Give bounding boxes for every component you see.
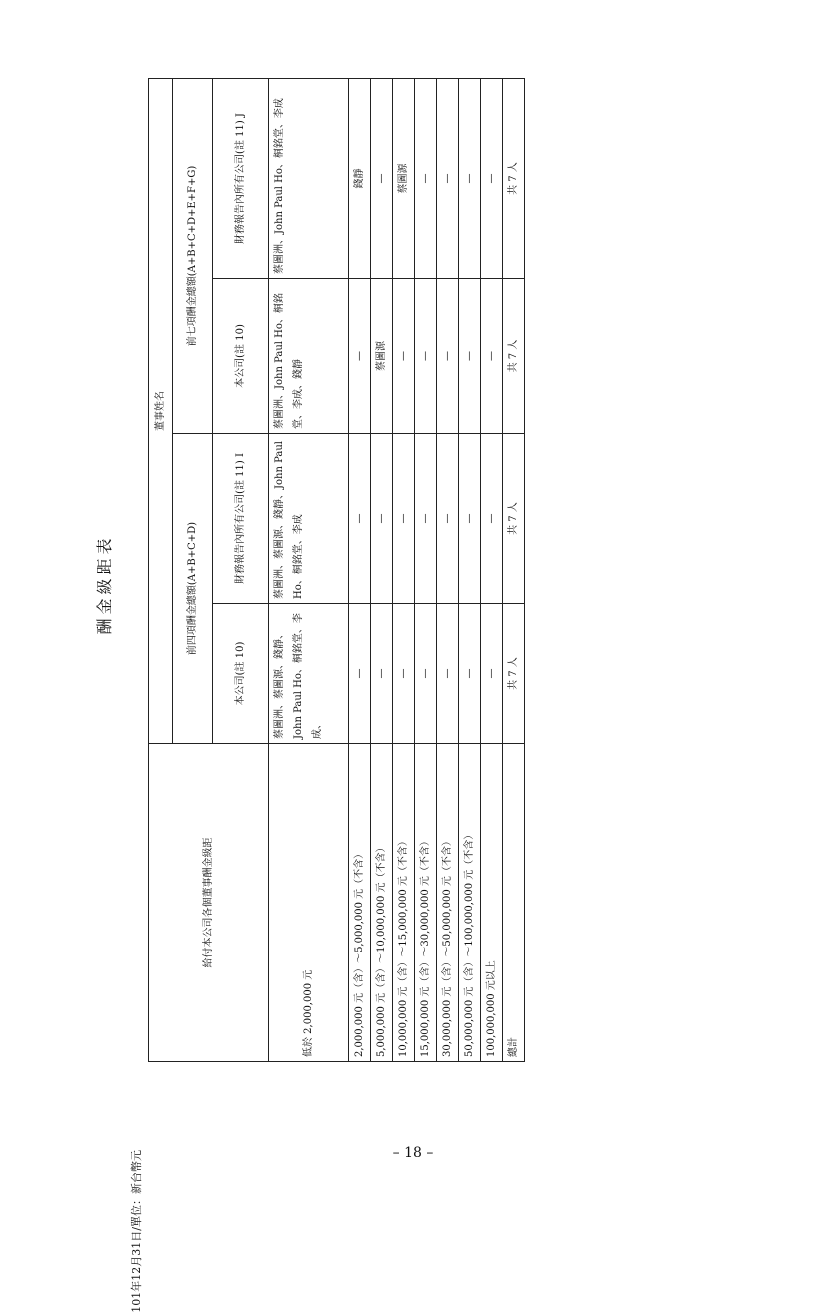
names-cell: 蔡圖洲、蔡圖源、錢靜、John Paul Ho、桐銘堂、李成 xyxy=(269,434,349,604)
range-cell: 30,000,000 元（含）～50,000,000 元（不含） xyxy=(437,744,459,1062)
header-director-names: 董事姓名 xyxy=(149,79,173,744)
page-title: 酬金級距表 xyxy=(95,534,114,635)
value-cell: — xyxy=(481,279,503,434)
range-cell: 50,000,000 元（含）～100,000,000 元（不含） xyxy=(459,744,481,1062)
value-cell: — xyxy=(415,434,437,604)
value-cell: 蔡圖源 xyxy=(371,279,393,434)
value-cell: — xyxy=(371,79,393,279)
page-number: – 18 – xyxy=(392,1145,434,1161)
table-row xyxy=(459,79,481,1062)
names-cell: 蔡圖洲、John Paul Ho、桐銘堂、李成、錢靜 xyxy=(269,279,349,434)
value-cell: — xyxy=(437,79,459,279)
value-cell: 錢靜 xyxy=(349,79,371,279)
remuneration-range-table xyxy=(148,78,525,1062)
range-cell: 10,000,000 元（含）～15,000,000 元（不含） xyxy=(393,744,415,1062)
value-cell: — xyxy=(437,434,459,604)
unit-note: 101年12月31日/單位：新台幣元 xyxy=(130,1150,143,1313)
col-company-four: 本公司(註 10) xyxy=(213,604,269,744)
value-cell: — xyxy=(349,434,371,604)
total-cell: 共 7 人 xyxy=(503,604,525,744)
table-row xyxy=(349,79,371,1062)
col-company-seven: 本公司(註 10) xyxy=(213,279,269,434)
value-cell: — xyxy=(415,604,437,744)
group-seven-header: 前七項酬金總額(A+B+C+D+E+F+G) xyxy=(173,79,213,434)
table-row-total xyxy=(503,79,525,1062)
value-cell: — xyxy=(415,279,437,434)
range-cell: 15,000,000 元（含）～30,000,000 元（不含） xyxy=(415,744,437,1062)
value-cell: — xyxy=(393,279,415,434)
table-row xyxy=(437,79,459,1062)
table-row xyxy=(393,79,415,1062)
names-cell: 蔡圖洲、John Paul Ho、桐銘堂、李成 xyxy=(269,79,349,279)
value-cell: — xyxy=(349,279,371,434)
range-cell: 總計 xyxy=(503,744,525,1062)
table-row xyxy=(371,79,393,1062)
range-cell: 100,000,000 元以上 xyxy=(481,744,503,1062)
value-cell: — xyxy=(481,434,503,604)
names-cell: 蔡圖洲、蔡圖源、錢靜、John Paul Ho、桐銘堂、李成、 xyxy=(269,604,349,744)
table-row xyxy=(415,79,437,1062)
table-row xyxy=(481,79,503,1062)
value-cell: — xyxy=(415,79,437,279)
range-cell: 5,000,000 元（含）～10,000,000 元（不含） xyxy=(371,744,393,1062)
value-cell: — xyxy=(459,434,481,604)
value-cell: 蔡圖源 xyxy=(393,79,415,279)
total-cell: 共 7 人 xyxy=(503,79,525,279)
group-four-header: 前四項酬金總額(A+B+C+D) xyxy=(173,434,213,744)
value-cell: — xyxy=(393,434,415,604)
value-cell: — xyxy=(371,604,393,744)
value-cell: — xyxy=(481,604,503,744)
value-cell: — xyxy=(481,79,503,279)
value-cell: — xyxy=(349,604,371,744)
value-cell: — xyxy=(459,79,481,279)
value-cell: — xyxy=(459,279,481,434)
table-row xyxy=(269,79,349,1062)
range-cell: 2,000,000 元（含）～5,000,000 元（不含） xyxy=(349,744,371,1062)
range-cell: 低於 2,000,000 元 xyxy=(269,744,349,1062)
header-range: 給付本公司各個董事酬金級距 xyxy=(149,744,269,1062)
value-cell: — xyxy=(393,604,415,744)
value-cell: — xyxy=(437,279,459,434)
col-group-i: 財務報告內所有公司(註 11) I xyxy=(213,434,269,604)
value-cell: — xyxy=(459,604,481,744)
total-cell: 共 7 人 xyxy=(503,279,525,434)
total-cell: 共 7 人 xyxy=(503,434,525,604)
value-cell: — xyxy=(371,434,393,604)
col-group-j: 財務報告內所有公司(註 11) J xyxy=(213,79,269,279)
value-cell: — xyxy=(437,604,459,744)
